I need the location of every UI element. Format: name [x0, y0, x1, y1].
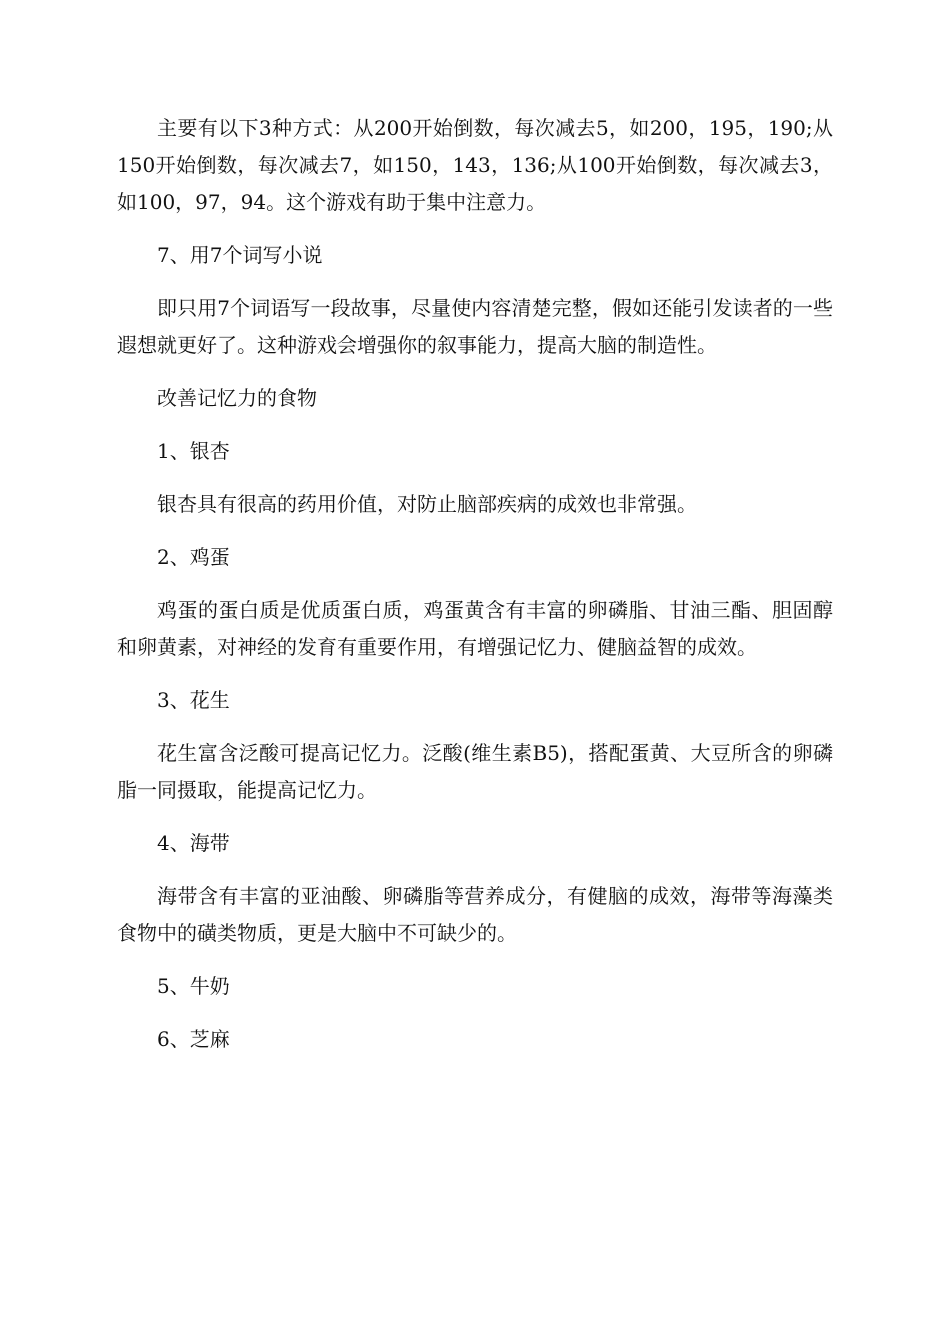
heading-sesame: 6、芝麻: [157, 1027, 230, 1051]
paragraph-countdown-methods: 主要有以下3种方式：从200开始倒数，每次减去5，如200，195，190;从150开始倒数，每次减去7，如150，143，136;从100开始倒数，每次减去3，如100，97，94。这个游戏有助于集中注意力。: [117, 116, 833, 214]
heading-kelp: 4、海带: [157, 831, 230, 855]
heading-peanut: 3、花生: [157, 688, 230, 712]
paragraph-seven-word-story: 即只用7个词语写一段故事，尽量使内容清楚完整，假如还能引发读者的一些遐想就更好了。这种游戏会增强你的叙事能力，提高大脑的制造性。: [117, 296, 833, 357]
heading-milk: 5、牛奶: [157, 974, 230, 998]
paragraph-egg: 鸡蛋的蛋白质是优质蛋白质，鸡蛋黄含有丰富的卵磷脂、甘油三酯、胆固醇和卵黄素，对神经的发育有重要作用，有增强记忆力、健脑益智的成效。: [117, 598, 833, 659]
heading-ginkgo: 1、银杏: [157, 439, 230, 463]
heading-seven-word-story: 7、用7个词写小说: [157, 243, 323, 267]
paragraph-kelp: 海带含有丰富的亚油酸、卵磷脂等营养成分，有健脑的成效，海带等海藻类食物中的磺类物质，更是大脑中不可缺少的。: [117, 884, 833, 945]
paragraph-peanut: 花生富含泛酸可提高记忆力。泛酸(维生素B5)，搭配蛋黄、大豆所含的卵磷脂一同摄取，能提高记忆力。: [117, 741, 833, 802]
heading-egg: 2、鸡蛋: [157, 545, 230, 569]
document-page: [117, 110, 833, 1058]
paragraph-ginkgo: 银杏具有很高的药用价值，对防止脑部疾病的成效也非常强。: [157, 492, 697, 516]
heading-memory-foods: 改善记忆力的食物: [157, 386, 317, 410]
